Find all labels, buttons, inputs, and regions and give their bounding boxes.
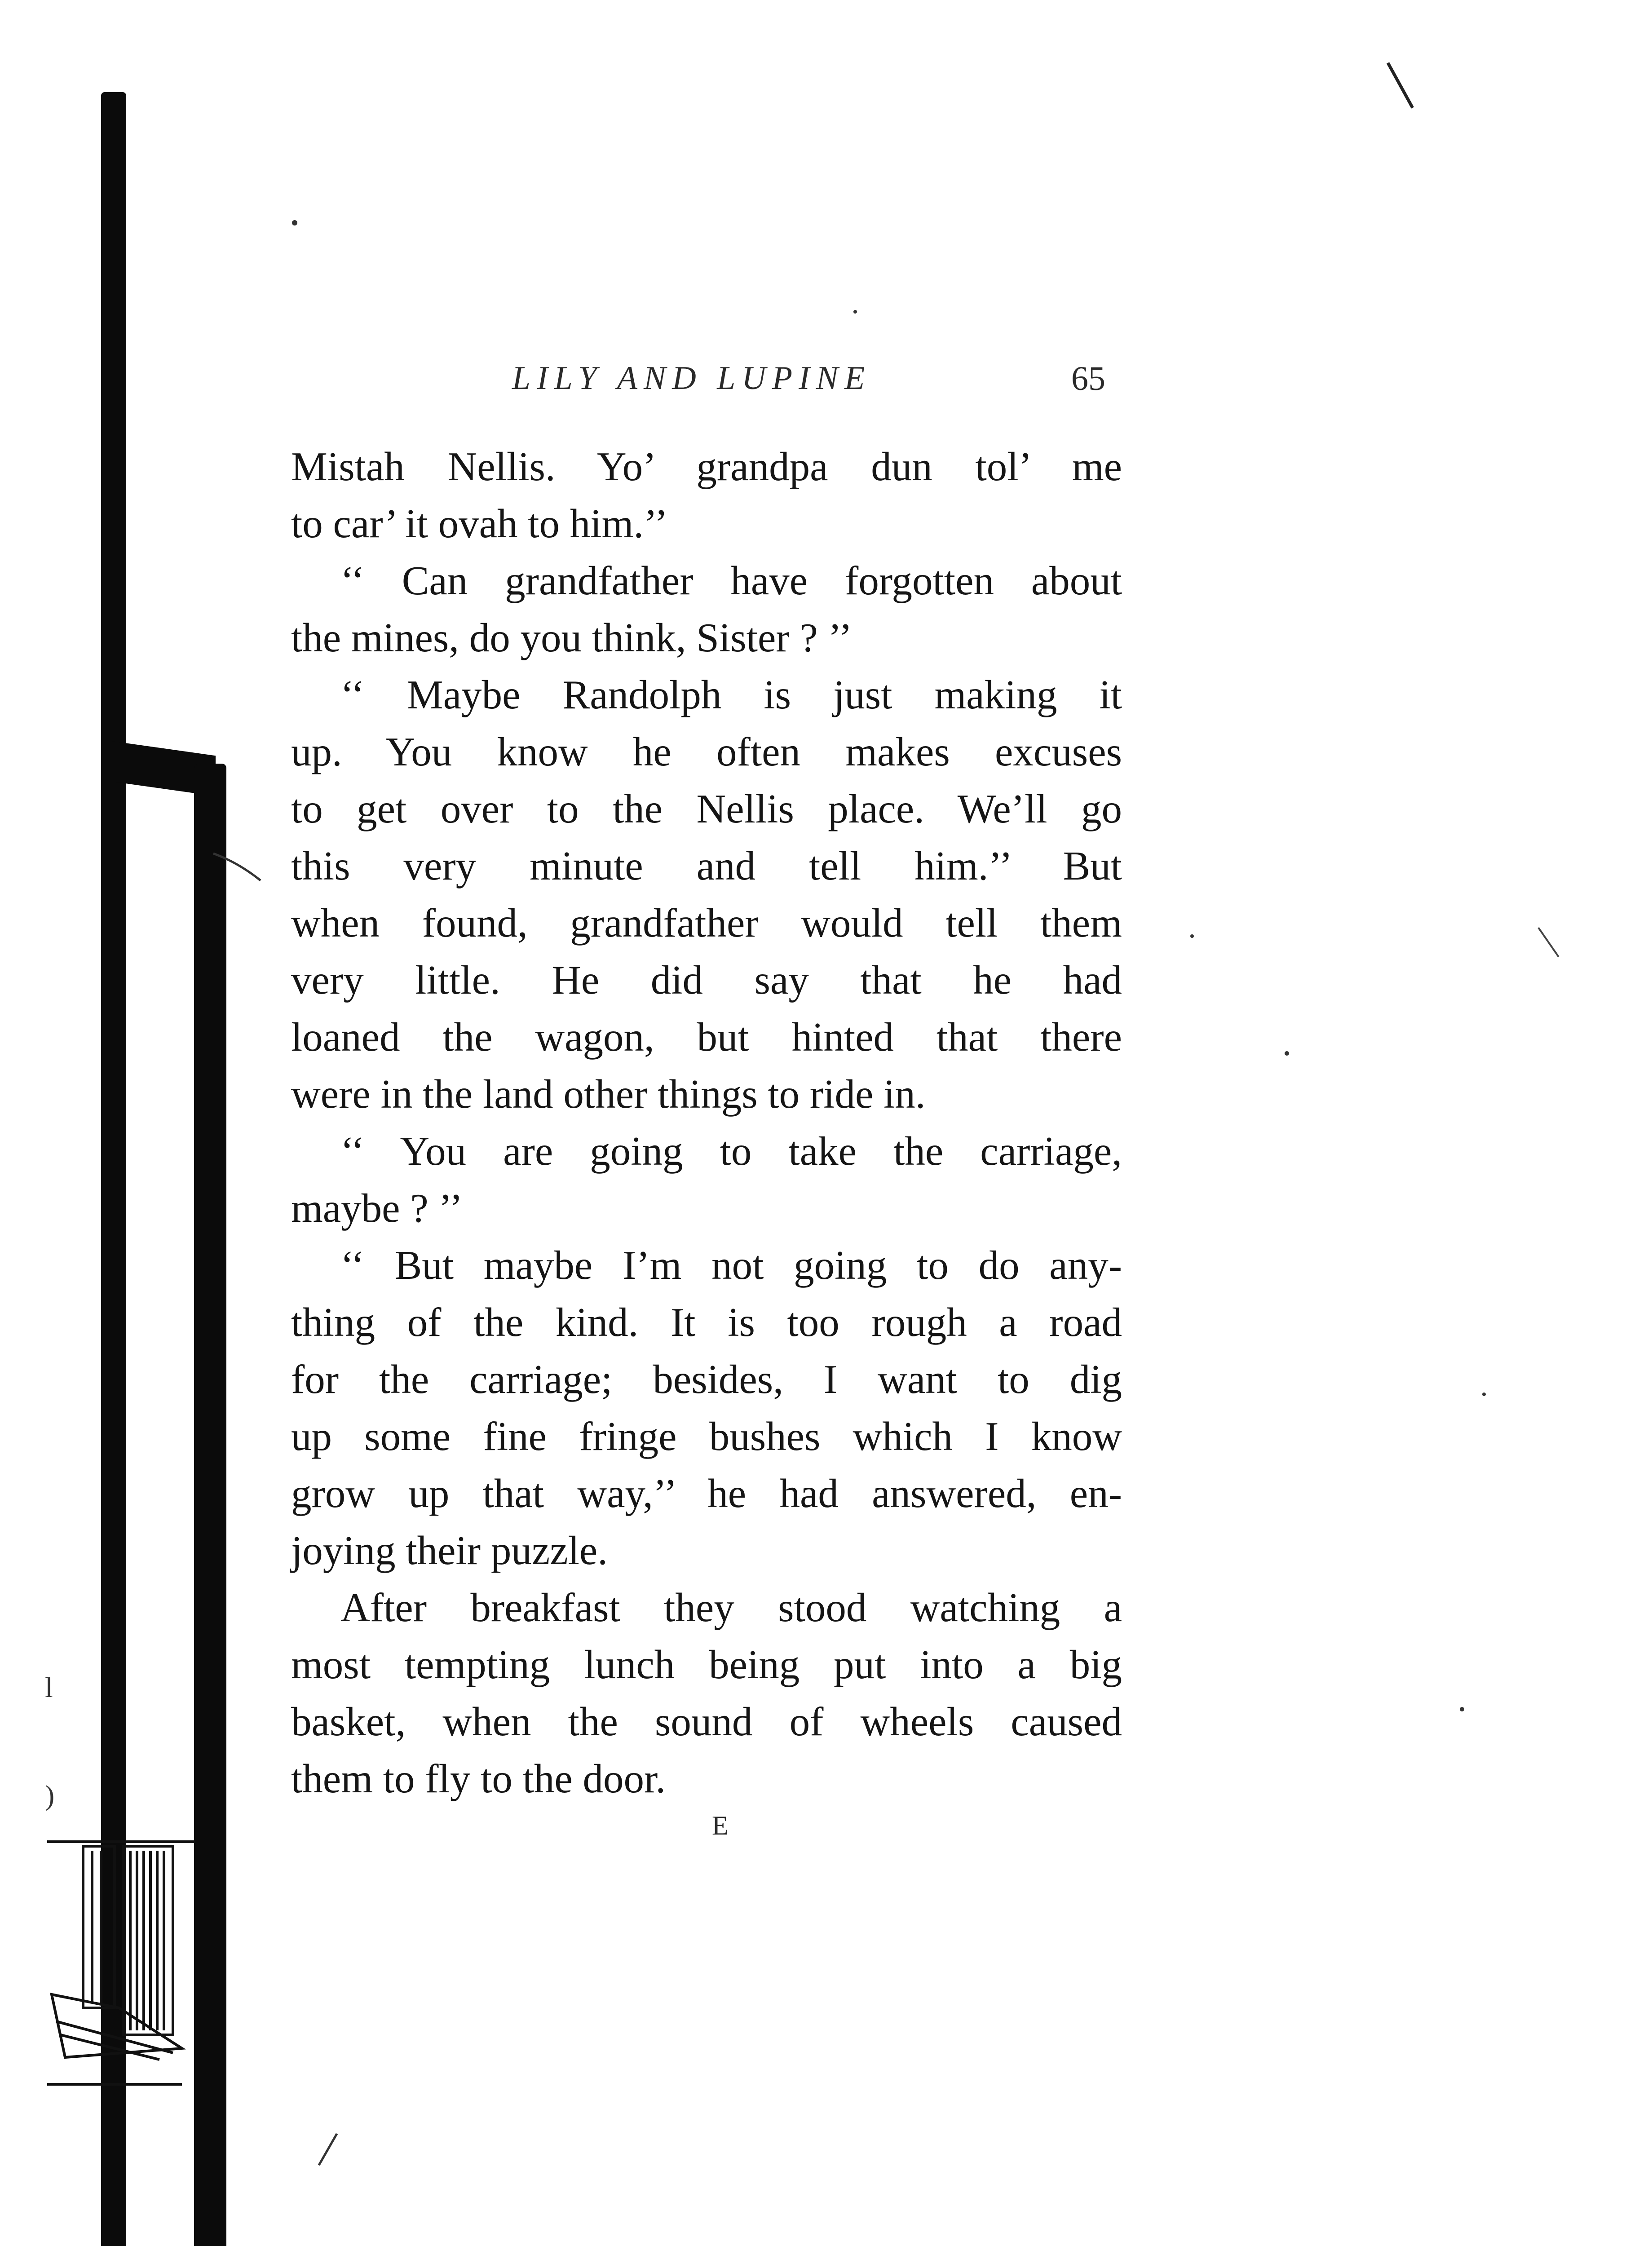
running-header <box>0 359 1652 413</box>
text-line: most tempting lunch being put into a big <box>291 1642 1122 1687</box>
text-line: ‘‘ Maybe Randolph is just making it <box>340 672 1122 717</box>
text-line: to car’ it ovah to him.’’ <box>291 501 668 546</box>
speck <box>1482 1393 1486 1396</box>
speck <box>1190 934 1194 938</box>
running-title: LILY AND LUPINE <box>512 360 871 397</box>
text-line: up some fine fringe bushes which I know <box>291 1414 1122 1459</box>
text-line: ‘‘ You are going to take the carriage, <box>340 1128 1122 1174</box>
speck <box>292 220 297 225</box>
speck <box>1285 1051 1289 1056</box>
text-line: to get over to the Nellis place. We’ll go <box>291 786 1122 831</box>
text-line: for the carriage; besides, I want to dig <box>291 1357 1122 1402</box>
margin-stroke-bottom <box>314 2129 341 2170</box>
text-line: joying their puzzle. <box>291 1528 608 1573</box>
text-line: very little. He did say that he had <box>291 957 1122 1003</box>
margin-stroke <box>211 844 274 885</box>
text-line: up. You know he often makes excuses <box>291 729 1122 774</box>
text-line: this very minute and tell him.’’ But <box>291 843 1122 889</box>
text-line: After breakfast they stood watching a <box>340 1585 1122 1630</box>
speck <box>1460 1707 1464 1711</box>
margin-stroke-right <box>1536 925 1563 961</box>
text-line: them to fly to the door. <box>291 1756 666 1801</box>
margin-mark-upper: l <box>45 1671 53 1703</box>
text-line: Mistah Nellis. Yo’ grandpa dun tol’ me <box>291 444 1122 489</box>
binding-edge-lower <box>194 764 226 2246</box>
bookend-sketch <box>47 1815 195 2093</box>
text-line: were in the land other things to ride in. <box>291 1071 926 1117</box>
text-line: the mines, do you think, Sister ? ’’ <box>291 615 853 660</box>
body-text <box>291 438 1122 1807</box>
page-number: 65 <box>1071 360 1105 398</box>
corner-stroke <box>1383 58 1419 112</box>
text-line: when found, grandfather would tell them <box>291 900 1122 946</box>
text-line: ‘‘ Can grandfather have forgotten about <box>340 558 1122 603</box>
text-line: loaned the wagon, but hinted that there <box>291 1014 1122 1060</box>
text-line: grow up that way,’’ he had answered, en- <box>291 1471 1122 1516</box>
text-line: ‘‘ But maybe I’m not going to do any- <box>340 1242 1122 1288</box>
text-line: maybe ? ’’ <box>291 1185 463 1231</box>
text-line: thing of the kind. It is too rough a road <box>291 1300 1122 1345</box>
text-line: basket, when the sound of wheels caused <box>291 1699 1122 1744</box>
signature-mark: E <box>712 1811 729 1840</box>
speck <box>853 310 857 314</box>
margin-mark-lower: ) <box>45 1779 55 1811</box>
